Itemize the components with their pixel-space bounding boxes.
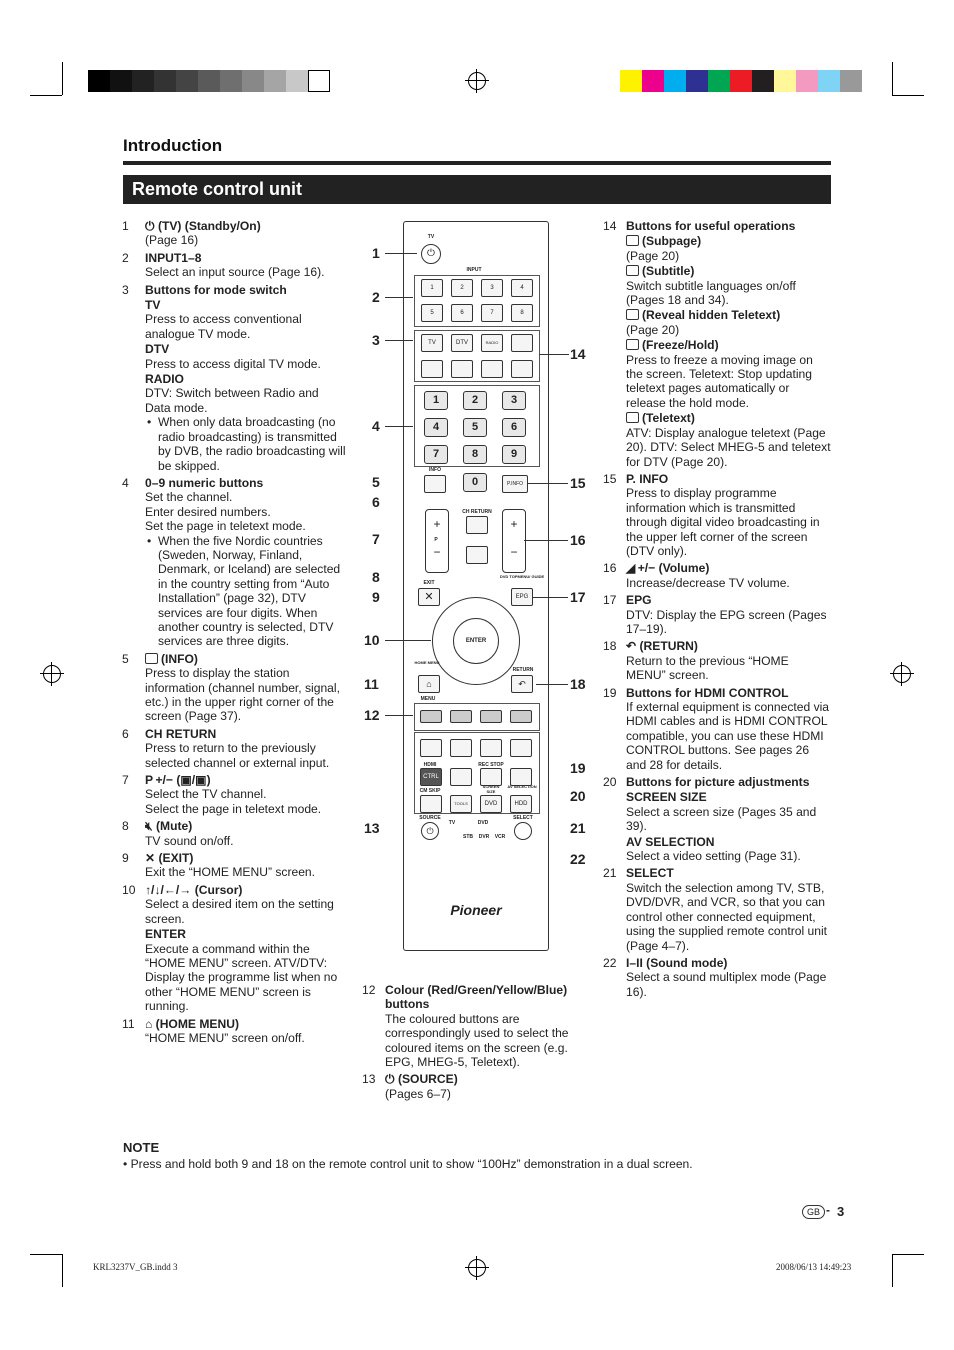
number-button: 9	[502, 445, 526, 464]
input-button: 8	[511, 304, 533, 322]
crop-mark	[62, 1254, 63, 1287]
hdmi-label: HDMI	[423, 762, 437, 768]
leader-line	[385, 253, 417, 254]
title-bar	[123, 175, 831, 204]
close-icon: ✕	[145, 851, 159, 866]
dvdtop-label: DVD TOPMENU/ GUIDE	[499, 574, 545, 579]
callout-number: 19	[570, 760, 586, 776]
list-item: 4 0–9 numeric buttons Set the channel. Enter desired numbers. Set the page in teletext mode. • When the five Nordic countries (Sweden, Norway, Finland, Denmark, or Iceland) are selected in the country setting from “Auto Installation” (page 32), DTV services are four digits. When another country is selected, DTV services are three digits.	[122, 476, 347, 649]
home-label: HOME MENU	[414, 660, 440, 665]
color-bar	[620, 70, 862, 92]
mute-icon: 🔇︎	[145, 819, 156, 834]
right-column	[603, 219, 831, 1002]
cmskip-button	[420, 795, 442, 813]
list-item: 6 CH RETURN Press to return to the previously selected channel or external input.	[122, 726, 330, 770]
crop-mark	[30, 95, 62, 96]
channel-rocker: + −	[425, 509, 449, 573]
vcr-label: VCR	[494, 834, 506, 840]
teletext-button	[511, 360, 533, 378]
input-button: 6	[451, 304, 473, 322]
menu-label: MENU	[420, 696, 436, 702]
crop-mark	[30, 1254, 62, 1255]
volume-rocker: + −	[502, 509, 526, 573]
screensize-label: SCREEN SIZE	[482, 784, 500, 794]
list-item: 7 P +/− (▣/▣) Select the TV channel. Select the page in teletext mode.	[122, 773, 322, 816]
source-label: SOURCE	[419, 815, 441, 821]
record-button	[450, 768, 472, 786]
select-label: SELECT	[513, 815, 533, 821]
leader-line	[385, 340, 413, 341]
number-button: 3	[502, 391, 526, 410]
dash: -	[826, 1203, 830, 1217]
list-item: 20 Buttons for picture adjustments SCREEN SIZE Select a screen size (Pages 35 and 39). AV SELECTION Select a video setting (Page 31).	[603, 775, 817, 864]
hdd-button: HDD	[510, 795, 532, 813]
callout-number: 17	[570, 589, 586, 605]
crop-mark	[892, 62, 893, 95]
list-item: 18 ↶ (RETURN) Return to the previous “HOME MENU” screen.	[603, 639, 789, 683]
select-button	[514, 822, 532, 840]
list-item: 22 I–II (Sound mode) Select a sound multiplex mode (Page 16).	[603, 955, 827, 999]
info-label: INFO	[429, 467, 441, 473]
input-button: 3	[481, 279, 503, 297]
reveal-button	[451, 360, 473, 378]
chreturn-button	[466, 516, 488, 534]
freeze-icon	[626, 339, 639, 350]
callout-number: 10	[364, 632, 380, 648]
registration-mark	[893, 665, 911, 683]
yellow-button	[480, 710, 502, 723]
pinfo-button: P.INFO	[502, 475, 528, 493]
ctrl-button: CTRL	[420, 768, 442, 786]
power-button: ⏻	[421, 244, 441, 264]
heading-rule	[123, 161, 831, 165]
registration-mark	[43, 665, 61, 683]
callout-number: 11	[364, 676, 379, 692]
reveal-icon	[626, 309, 639, 320]
leader-line	[528, 483, 568, 484]
crop-mark	[892, 1254, 924, 1255]
crop-mark	[892, 1254, 893, 1287]
callout-number: 20	[570, 788, 586, 804]
page-title: Remote control unit	[132, 179, 302, 199]
remote-illustration	[403, 221, 549, 951]
power-icon: ⏻	[385, 1072, 398, 1087]
leader-line	[539, 354, 569, 355]
input-button: 7	[481, 304, 503, 322]
registration-mark	[468, 72, 486, 90]
mute-button	[466, 546, 488, 564]
input-button: 1	[421, 279, 443, 297]
callout-number: 15	[570, 475, 586, 491]
callout-number: 12	[364, 707, 380, 723]
leader-line	[385, 426, 413, 427]
return-button: ↶	[511, 675, 533, 693]
epg-button: EPG	[511, 588, 533, 606]
callout-number: 7	[372, 531, 380, 547]
list-item: 9 ✕ (EXIT) Exit the “HOME MENU” screen.	[122, 851, 316, 880]
enter-button: ENTER	[453, 618, 499, 664]
exit-label: EXIT	[423, 580, 435, 586]
leader-line	[385, 715, 413, 716]
list-item: 10 ↑/↓/←/→ (Cursor) Select a desired item on the setting screen. ENTER Execute a command within the “HOME MENU” screen. ATV/DTV: Display the programme list when no other “HOME MENU” screen is running.	[122, 882, 338, 1014]
list-item: 1 ⏻ (TV) (Standby/On) (Page 16)	[122, 219, 261, 248]
select-dvd-label: DVD	[477, 820, 489, 826]
number-button: 0	[463, 473, 487, 492]
input-button: 5	[421, 304, 443, 322]
play-button	[480, 739, 502, 757]
avsel-label: AV SELECTION	[507, 784, 537, 789]
source-button: ⏻	[421, 822, 439, 840]
page-number: 3	[837, 1204, 845, 1219]
input-button: 2	[451, 279, 473, 297]
callout-number: 9	[372, 589, 380, 605]
number-button: 5	[463, 418, 487, 437]
tv-mode-button: TV	[421, 334, 443, 352]
callout-number: 18	[570, 676, 586, 692]
info-icon	[145, 653, 158, 664]
callout-number: 3	[372, 332, 380, 348]
leader-line	[385, 297, 413, 298]
return-label: RETURN	[512, 667, 534, 673]
radio-mode-button: RADIO	[481, 334, 503, 352]
leader-line	[385, 640, 431, 641]
number-button: 1	[424, 391, 448, 410]
registration-mark	[468, 1259, 486, 1277]
subpage-icon	[626, 235, 639, 246]
rewind-button	[450, 739, 472, 757]
forward-button	[510, 739, 532, 757]
subtitle-button	[421, 360, 443, 378]
number-button: 4	[424, 418, 448, 437]
list-item: 16 ◢ +/− (Volume) Increase/decrease TV volume.	[603, 561, 790, 590]
list-item: 3 Buttons for mode switch TV Press to access conventional analogue TV mode. DTV Press to access digital TV mode. RADIO DTV: Switch between Radio and Data mode. • When only data broadcasting (no radio broadcasting) is transmitted by DVB, the radio broadcasting will be skipped.	[122, 283, 347, 473]
number-button: 2	[463, 391, 487, 410]
callout-number: 4	[372, 418, 380, 434]
timestamp: 2008/06/13 14:49:23	[776, 1262, 852, 1272]
p-label: P	[434, 537, 438, 543]
note-text: • Press and hold both 9 and 18 on the remote control unit to show “100Hz” demonstration in a dual screen.	[123, 1157, 693, 1171]
list-item: 15 P. INFO Press to display programme information which is transmitted through digital video broadcasting in the upper left corner of the screen (DTV only).	[603, 471, 820, 558]
callout-number: 22	[570, 851, 586, 867]
list-item: 11 ⌂ (HOME MENU) “HOME MENU” screen on/off.	[122, 1016, 305, 1045]
blue-button	[510, 710, 532, 723]
list-item: 2 INPUT1–8 Select an input source (Page 16).	[122, 250, 325, 280]
volume-icon: ◢	[626, 561, 636, 576]
tv-label: TV	[427, 234, 435, 240]
brand-logo: Pioneer	[450, 902, 502, 918]
list-item: 21 SELECT Switch the selection among TV, STB, DVD/DVR, and VCR, so that you can control other connected equipment, using the supplied remote control unit (Page 4–7).	[603, 866, 828, 953]
list-item: 17 EPG DTV: Display the EPG screen (Pages 17–19).	[603, 593, 827, 636]
return-icon: ↶	[626, 639, 640, 654]
green-button	[450, 710, 472, 723]
list-item: 19 Buttons for HDMI CONTROL If external equipment is connected via HDMI cables and is HDMI CONTROL compatible, you can use these HDMI CONTROL buttons. See pages 26 and 28 for details.	[603, 685, 830, 772]
input-label: INPUT	[466, 267, 482, 273]
stb-label: STB	[463, 834, 473, 840]
cmskip-label: CM SKIP	[419, 788, 441, 794]
section-heading: Introduction	[123, 136, 223, 155]
tools-button: TOOLS	[450, 795, 472, 813]
red-button	[420, 710, 442, 723]
select-tv-label: TV	[448, 820, 456, 826]
callout-number: 21	[570, 820, 586, 836]
hdmi-power-button	[420, 739, 442, 757]
home-button: ⌂	[418, 675, 440, 693]
callout-number: 14	[570, 346, 586, 362]
callout-number: 6	[372, 494, 380, 510]
home-icon: ⌂	[145, 1016, 156, 1031]
input-button: 4	[511, 279, 533, 297]
recstop-label: REC STOP	[478, 762, 504, 768]
leader-line	[532, 597, 568, 598]
callout-number: 16	[570, 532, 586, 548]
dtv-mode-button: DTV	[451, 334, 473, 352]
number-button: 8	[463, 445, 487, 464]
leader-line	[524, 540, 568, 541]
teletext-icon	[626, 412, 639, 423]
callout-number: 1	[372, 245, 380, 261]
callout-number: 5	[372, 474, 380, 490]
file-name: KRL3237V_GB.indd 3	[93, 1262, 178, 1272]
crop-mark	[892, 95, 924, 96]
dvr-label: DVR	[478, 834, 490, 840]
subpage-button	[511, 334, 533, 352]
callout-number: 13	[364, 820, 380, 836]
grayscale-bar	[88, 70, 330, 92]
list-item: 8 🔇︎ (Mute) TV sound on/off.	[122, 819, 234, 848]
note-heading: NOTE	[123, 1140, 160, 1155]
middle-column	[362, 983, 584, 1104]
list-item: 14 Buttons for useful operations (Subpage) (Page 20) (Subtitle) Switch subtitle languages on/off (Pages 18 and 34). (Reveal hidden Teletext) (Page 20) (Freeze/Hold) Press to freeze a moving image on the screen. Teletext: Stop updating teletext pages automatically or release the hold mode. (Teletext) ATV: Display analogue teletext (Page 20). DTV: Select MHEG-5 and teletext for DTV (Page 20).	[603, 219, 831, 469]
number-button: 6	[502, 418, 526, 437]
callout-number: 2	[372, 289, 380, 305]
number-button: 7	[424, 445, 448, 464]
list-item: 5 (INFO) Press to display the station information (channel number, signal, etc.) in the upper right corner of the screen (Page 37).	[122, 651, 340, 724]
info-button	[424, 475, 446, 493]
exit-button: ✕	[418, 588, 440, 606]
region-badge: GB	[802, 1205, 825, 1219]
crop-mark	[62, 62, 63, 95]
leader-line	[536, 684, 568, 685]
subtitle-icon	[626, 265, 639, 276]
callout-number: 8	[372, 569, 380, 585]
list-item: 12 Colour (Red/Green/Yellow/Blue) buttons The coloured buttons are correspondingly used to select the coloured items on the screen (e.g. EPG, MHEG-5, Teletext).	[362, 983, 569, 1070]
dvd-button: DVD	[480, 795, 502, 813]
power-icon: ⏻	[145, 219, 158, 233]
chreturn-label: CH RETURN	[462, 509, 492, 515]
left-column	[122, 219, 347, 1048]
list-item: 13 ⏻ (SOURCE) (Pages 6–7)	[362, 1072, 458, 1101]
freeze-button	[481, 360, 503, 378]
